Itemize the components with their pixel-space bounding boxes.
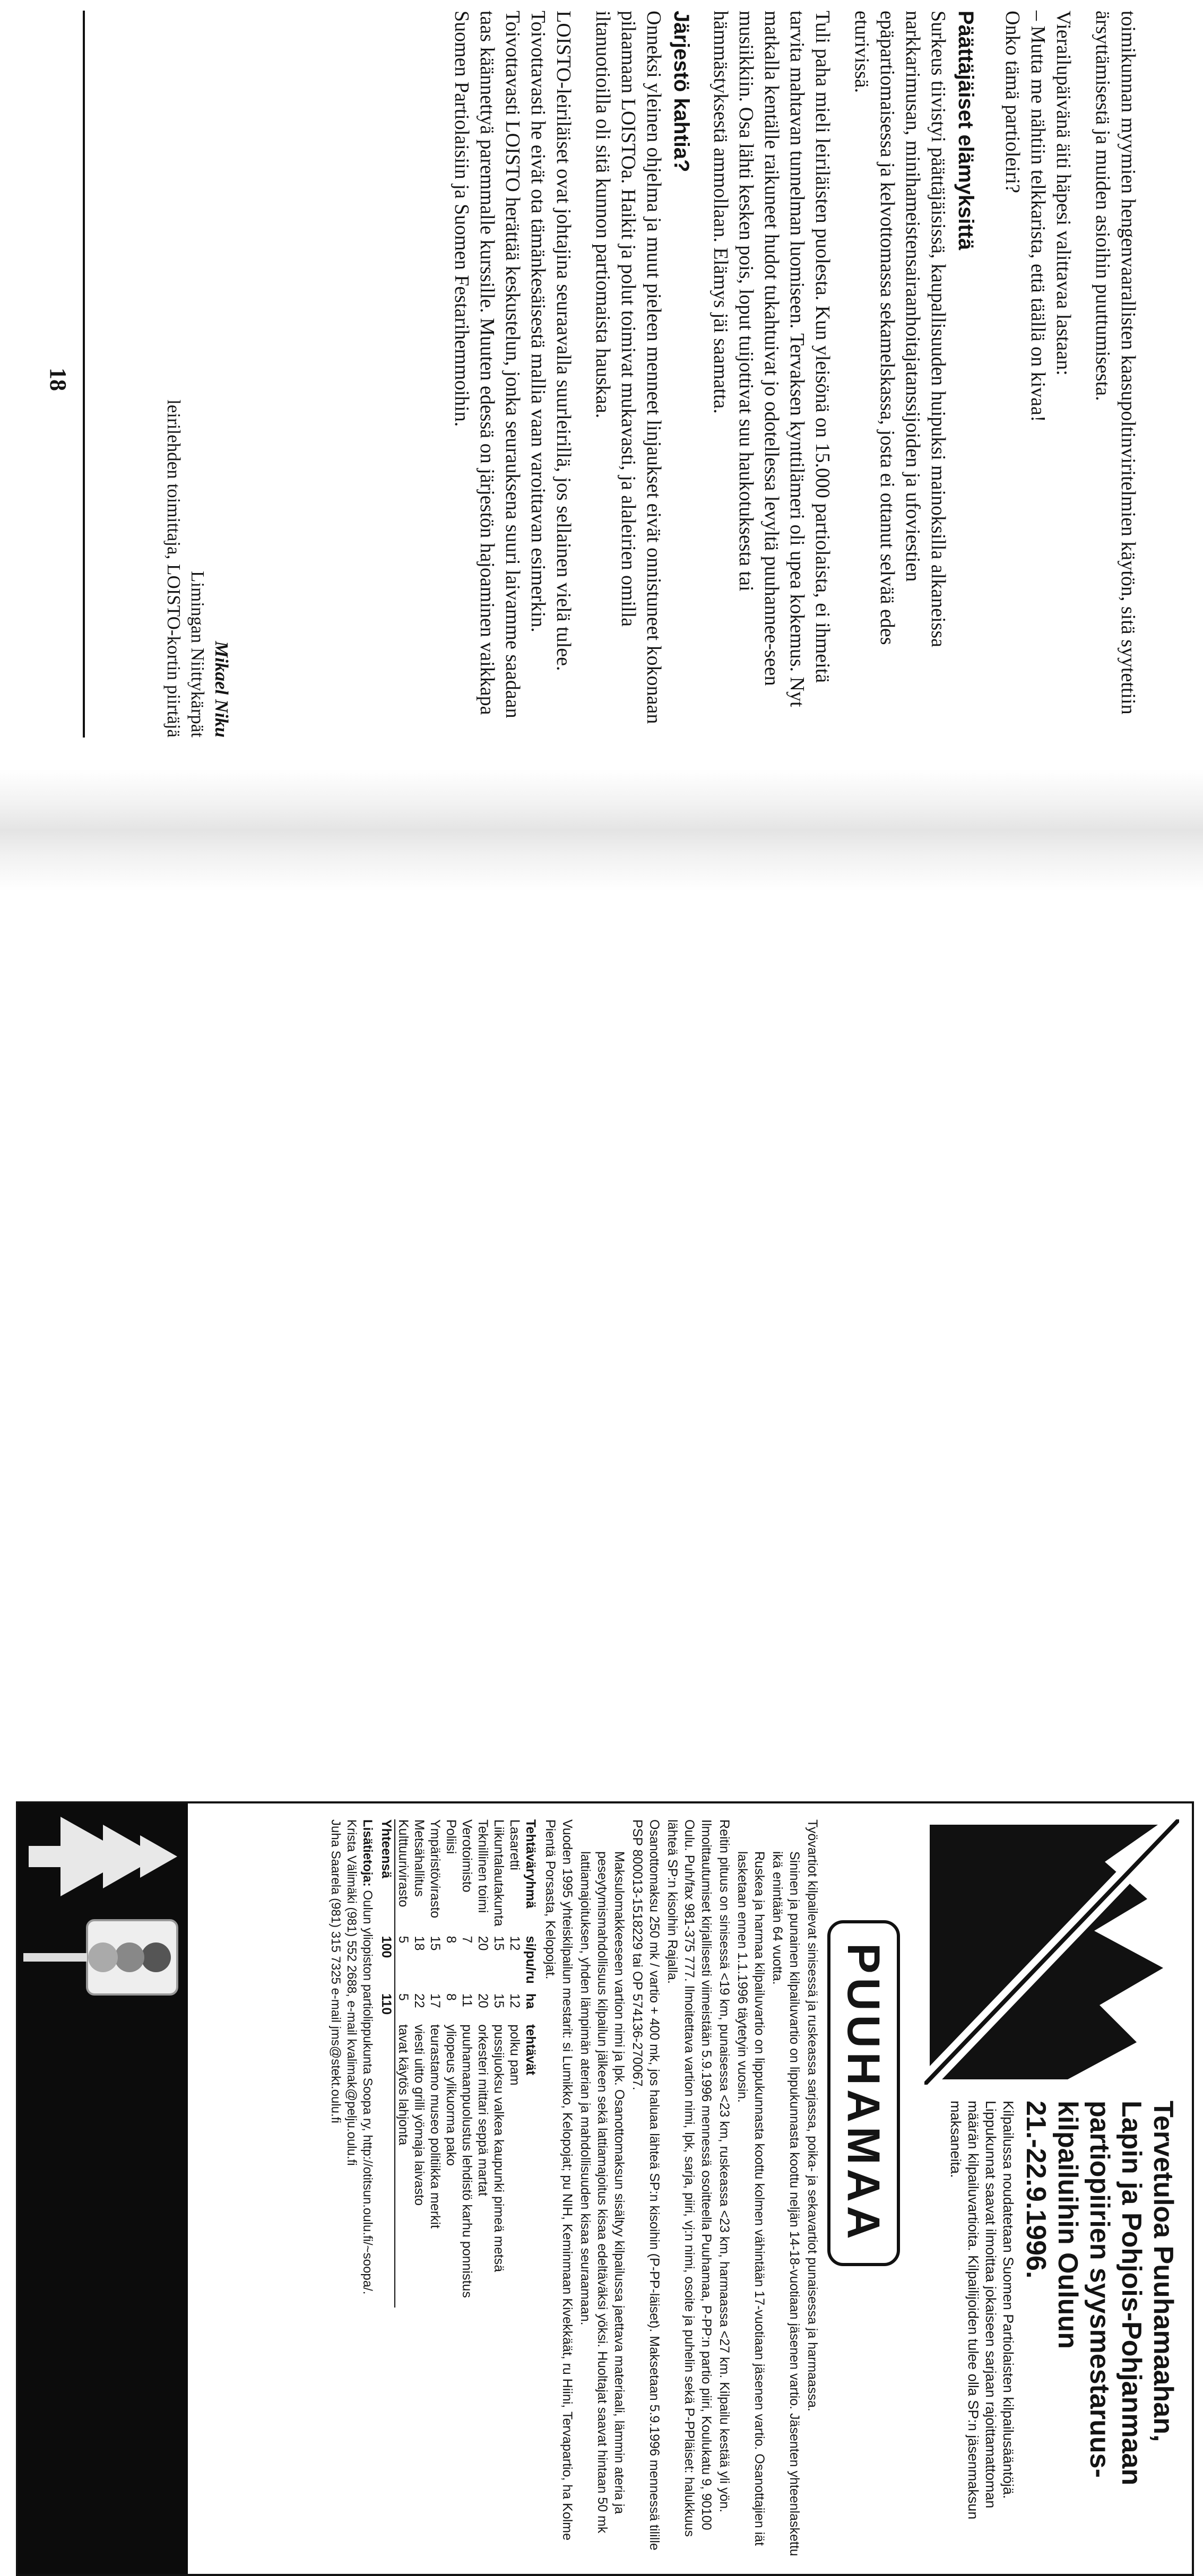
table-cell: Verotoimisto: [460, 1819, 474, 1893]
ad-banner: [18, 1803, 188, 2574]
author-signature: [162, 271, 233, 738]
rule-line: Osanottomaksu 250 mk / vartio + 400 mk, jos haluaa lähteä SP:n kisoihin (P-PP-läiset). Maksetaan 5.9.1996 mennessä tilille PSP 800013-1518229 tai OP 574136-270067.: [630, 1819, 662, 2551]
table-cell: 110: [378, 1993, 395, 2024]
table-cell: 20: [475, 1936, 490, 1951]
puuhamaa-wordmark: PUUHAMAA: [827, 1920, 900, 2266]
paragraph: LOISTO-leiriläiset ovat johtajina seuraavalla suurleirillä, jos sellainen vielä tulee. Toivottavasti he eivät ota tämänkesäisestä mallia vaan varoittavan esimerkin. Toivottavasti LOISTO herättää keskustelun, jonka seurauksena suuri laivamme saadaan taas käännettyä paremmalle kurssille. Muuten edessä on järjestön hajoaminen vaikkapa Suomen Partiolaisiin ja Suomen Festarihemmoihin.: [451, 11, 575, 718]
rule-line: Reitin pituus on sinisessä <19 km, punaisessa <23 km, ruskeassa <23 km, harmaassa <27 km. Kilpailu kestää yli yön.: [717, 1819, 732, 2513]
ad-title-line: 21.-22.9.1996.: [1020, 2101, 1051, 2279]
table-cell: 20: [475, 1993, 490, 2008]
ad-frame: [16, 1801, 1194, 2576]
table-row: [459, 1819, 475, 2308]
table-cell: teurastamo museo politiikka merkit: [428, 2024, 443, 2229]
page-number: 18: [45, 368, 71, 391]
paragraph: Tuli paha mieli leiriläisten puolesta. Kun yleisönä on 15.000 partiolaista, ei ihmeitä tarvita mahtavan tunnelman luomiseen. Tervaksen kynttilämeri oli upea kokemus. Nyt matkalla kentälle raikuneet hudot tukahtuivat jo odotellessa levyltä puuhannee-seen musiikkiin. Osa lähti kesken pois, loput tuijottivat suu haukotuksesta tai hämmästyksestä ammollaan. Elämys jäi saamatta.: [709, 11, 834, 707]
page-fold: [0, 769, 1203, 891]
rule-line: Vuoden 1995 yhteiskilpailun mestarit: si Lumikko, Kelopojat; pu NIH, Keminmaan Kivekkäät, ru Hiini, Tervapartio, ha Kolme Pientä Porsasta, Kelopojat.: [543, 1819, 575, 2541]
table-cell: 8: [444, 1993, 458, 2001]
ad-page: [0, 891, 1203, 2556]
intro-paragraph: toimikunnan myymien hengenvaarallisten kaasupoltinviritelmien käytön, sitä syytettiin ärsyttämisestä ja muiden asioihin puuttumisesta.: [1092, 11, 1139, 715]
table-cell: 15: [491, 1936, 506, 1951]
task-table: [378, 1819, 539, 2308]
ad-rules: [542, 1819, 821, 2558]
puuhamaa-logo-icon: [924, 1819, 1179, 2085]
table-cell: Yhteensä: [378, 1819, 395, 1936]
table-header: Tehtäväryhmä: [523, 1819, 538, 1909]
rule-line: Ilmoittautumiset kirjallisesti viimeistään 5.9.1996 mennessä osoitteella Puuhamaa, P-PP:n partio piiri, Koulukatu 9, 90100 Oulu. Puh/fax 981-375 777. Ilmoitettava vartion nimi, lpk, sarja, piiri, vj:n nimi, osoite ja puhelin sekä P-PPläiset: halukkuus lähteä SP:n kisoihin Rajalla.: [665, 1819, 714, 2537]
ad-title-line: partiopiirien syysmestaruus-: [1084, 2101, 1115, 2478]
advertisement: [16, 1801, 1194, 2576]
rule-line: Työvartiot kilpailevat sinisessä ja ruskeassa sarjassa, poika- ja sekavartiot punaisessa ja harmaassa.: [805, 1819, 820, 2412]
ad-contact: [327, 1819, 375, 2558]
author-role: Limingan Niittykärpät: [187, 571, 208, 738]
contact-line: Juha Saarela (981) 315 7325 e-mail jms@stekt.oulu.fi: [328, 1819, 343, 2123]
paragraph: Onneksi yleinen ohjelma ja muut pieleen menneet linjaukset eivät onnistuneet kokonaan pilaamaan LOISTOa. Haikit ja polut toimivat mukavasti, ja alaleirien omilla iltanuotioilla oli sitä kunnon partiomaista hauskaa.: [592, 11, 665, 724]
table-row: [507, 1819, 523, 2308]
table-header: tehtävät: [523, 2024, 538, 2076]
ad-title-line: Tervetuloa Puuhamaahan,: [1148, 2101, 1179, 2442]
table-cell: 18: [412, 1936, 427, 1951]
rule-line: Ruskea ja harmaa kilpailuvartio on lippukunnasta koottu kolmen vähintään 17-vuotiaan jäsenen vartio. Osanottajien iät lasketaan ennen 1.1.1996 täytetyin vuosin.: [735, 1851, 767, 2546]
table-header: si/pu/ru: [523, 1936, 538, 1984]
table-cell: pussijuoksu valkea kaupunki pimeä metsä: [491, 2024, 506, 2273]
ad-intro-text: Kilpailussa noudatetaan Suomen Partiolaisten kilpailusääntöjä. Lippukunnat saavat ilmoittaa jokaiseen sarjaan rajoittamattoman määrän kilpailuvartioita. Kilpailijoiden tulee olla SP:n jäsenmaksun maksaneita.: [948, 2101, 1016, 2520]
ad-header: [903, 1819, 1179, 2558]
table-header-row: [523, 1819, 539, 2308]
table-total-row: [378, 1819, 395, 2308]
table-cell: orkesteri mittari seppä martat: [475, 2024, 490, 2196]
dialog-line: Onko tämä partioleiri?: [1001, 11, 1024, 193]
table-cell: 12: [507, 1936, 522, 1951]
table-cell: tavat käytös lahjonta: [396, 2024, 411, 2146]
table-cell: 15: [491, 1993, 506, 2008]
contact-label: Lisätietoja:: [360, 1819, 375, 1887]
table-cell: 8: [444, 1936, 458, 1944]
ad-title-line: Lapin ja Pohjois-Pohjanmaan: [1116, 2101, 1147, 2486]
dialog-block: [1000, 11, 1076, 727]
table-row: [395, 1819, 411, 2308]
author-role: leirilehden toimittaja, LOISTO-kortin piirtäjä: [163, 400, 184, 738]
table-cell: polku pam: [507, 2024, 522, 2086]
section-heading: Järjestö kahtia?: [670, 11, 693, 172]
table-cell: [378, 2024, 395, 2308]
article-frame: [21, 0, 1167, 759]
table-cell: Poliisi: [444, 1819, 458, 1854]
ad-title-line: kilpailuihin Ouluun: [1052, 2101, 1083, 2349]
contact-line: Krista Välimäki (981) 552 2688, e-mail kvalimak@pelju.oulu.fi: [344, 1819, 359, 2166]
paragraph: Surkeus tiivistyi päättäjäisissä, kaupallisuuden huipuksi mainoksilla alkaneissa narkkarimusan, minihameistensairaanhoitajatanssijoiden ja ufoviestien epäpartiomaisessa ja kelvottomassa sekamelskassa, josta ei ottanut selvää edes eturivissä.: [851, 11, 949, 647]
table-row: [427, 1819, 443, 2308]
author-name: Mikael Niku: [211, 641, 232, 738]
table-row: [443, 1819, 459, 2308]
spruce-tree-icon: [18, 1803, 188, 1910]
contact-line: Oulun yliopiston partiolippukunta Soopa ry, http://otitsun.oulu.fi/~soopa/.: [360, 1890, 375, 2295]
table-row: [491, 1819, 507, 2308]
rule-line: Maksulomakkeeseen vartion nimi ja lpk. Osanottomaksun sisältyy kilpailussa jaettava materiaali, lämmin ateria ja peseytymismahdollisuus kilpailun jälkeen sekä lattiamajoitus kisaa edeltäväksi yöksi. Huoltajat saavat hintaan 50 mk lattiamajoituksen, yhden lämpimän aterian ja mahdollisuuden kisaa seuraamaan.: [578, 1851, 627, 2534]
section-heading: Päättäjäiset elämyksittä: [954, 11, 977, 250]
table-cell: viesti uitto grilli yömaja laivasto: [412, 2024, 427, 2206]
table-cell: Liikuntalautakunta: [491, 1819, 506, 1927]
ad-intro: [903, 2101, 1179, 2558]
table-cell: 5: [396, 1936, 411, 1944]
table-cell: puuhamaanpuolustus lehdistö karhu ponnistus: [460, 2024, 474, 2298]
table-cell: 22: [412, 1993, 427, 2008]
table-cell: Ympäristövirasto: [428, 1819, 443, 1919]
page-rule: [83, 11, 85, 738]
table-cell: 12: [507, 1993, 522, 2008]
table-cell: Teknillinen toimi: [475, 1819, 490, 1913]
table-cell: 100: [378, 1936, 395, 1993]
table-cell: 17: [428, 1993, 443, 2008]
table-cell: 7: [460, 1936, 474, 1944]
table-header: ha: [523, 1993, 538, 2009]
table-cell: 15: [428, 1936, 443, 1951]
traffic-light-icon: [23, 1915, 183, 2000]
table-cell: 5: [396, 1993, 411, 2001]
table-row: [475, 1819, 491, 2308]
table-cell: 11: [460, 1993, 474, 2007]
rule-line: Sininen ja punainen kilpailuvartio on lippukunnasta koottu neljän 14-18-vuotiaan jäsenen vartio. Jäsenten yhteenlaskettu ikä enintään 64 vuotta.: [770, 1851, 802, 2556]
article-page: [0, 0, 1203, 769]
dialog-line: Vierailupäivänä äiti häpesi valittavaa lastaan:: [1052, 11, 1075, 376]
table-cell: Kulttuurivirasto: [396, 1819, 411, 1907]
table-row: [411, 1819, 427, 2308]
table-cell: Lasaretti: [507, 1819, 522, 1870]
table-cell: yliopeus ylikuorma pako: [444, 2024, 458, 2166]
table-cell: Metsähallitus: [412, 1819, 427, 1897]
dialog-line: – Mutta me nähtiin telkkarista, että täällä on kivaa!: [1027, 11, 1049, 422]
